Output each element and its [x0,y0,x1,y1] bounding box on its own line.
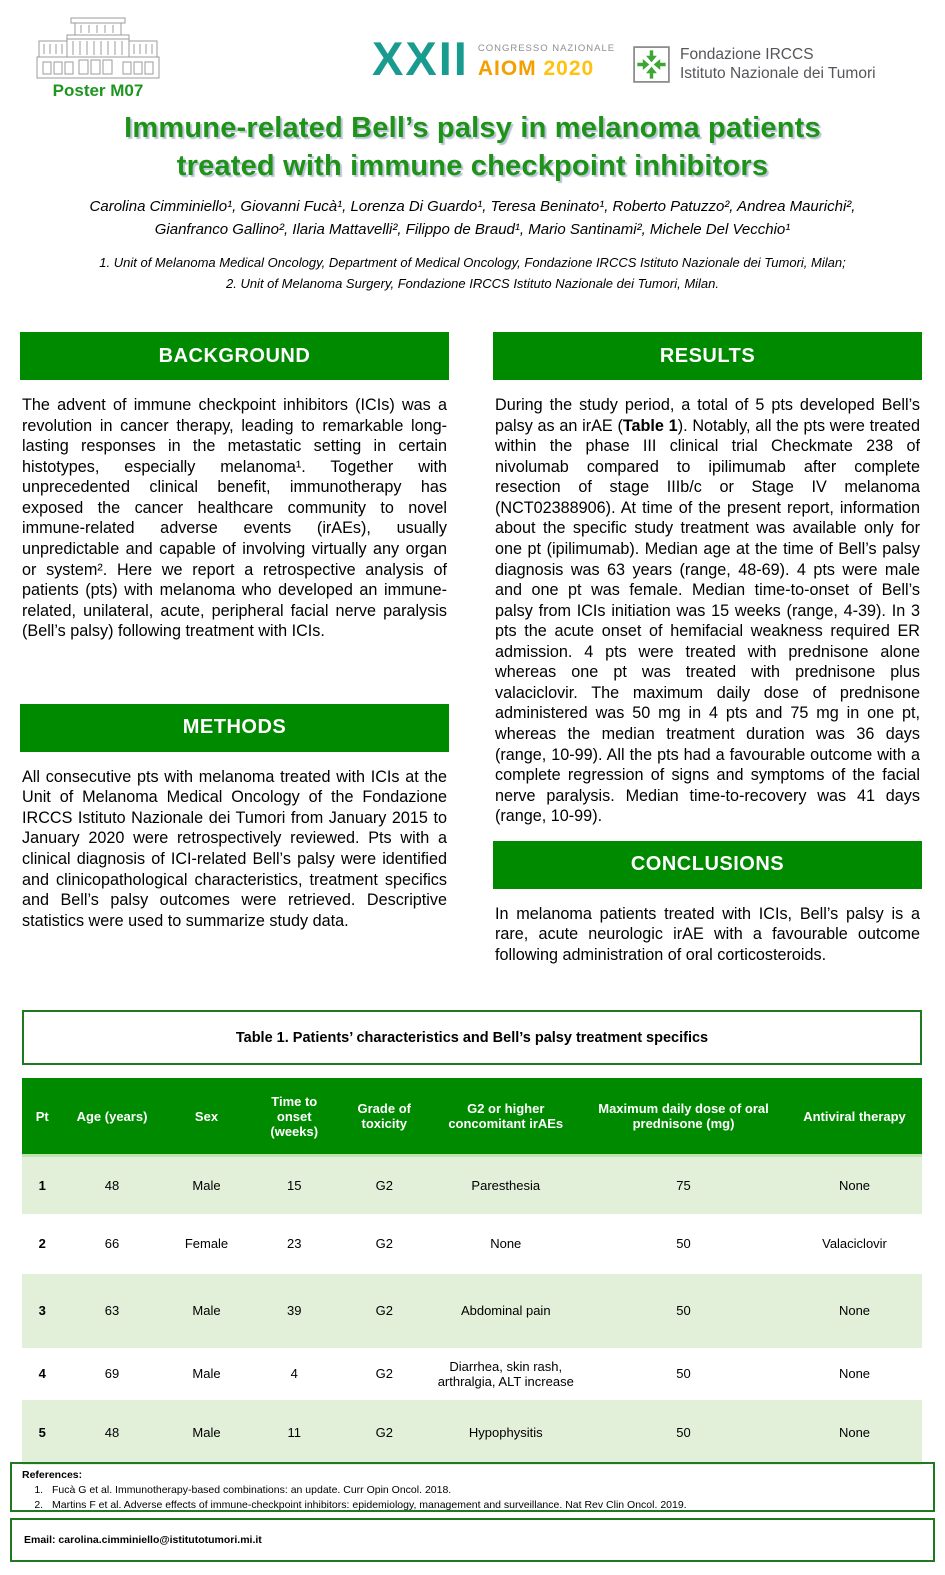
reference-item: 2. Martins F et al. Adverse effects of immune-checkpoint inhibitors: epidemiology, management and surveillance. Nat Rev Clin Oncol. 2019. [46,1498,923,1513]
table-cell: 50 [676,1366,691,1381]
results-text-segment: ). Notably, all the pts were treated within the phase III clinical trial Checkmate 238 of nivolumab compared to ipilimumab after complete resection of stage IIIb/c or Stage IV melanoma (NCT02388906). At time of the present report, information about the specific study treatment was available only for one pt (ipilimumab). Median age at the time of Bell’s palsy diagnosis was 63 years (range, 48-69). 4 pts were male and one pt was female. Median time-to-onset of Bell’s palsy from ICIs initiation was 15 weeks (range, 4-39). In 3 pts the acute onset of hemifacial weakness required ER admission. 4 pts were treated with prednisone alone whereas one pt was treated with prednisone plus valaciclovir. The maximum daily dose of prednisone administered was 50 mg in 4 pts and 75 mg in one pt, whereas the median treatment duration was 36 days (range, 10-99). All the pts had a favourable outcome with a complete regression of signs and symptoms of the facial nerve paralysis. Median time-to-recovery was 41 days (range, 10-99). [495,416,921,826]
table-cell: 66 [104,1236,120,1251]
methods-text: All consecutive pts with melanoma treated with ICIs at the Unit of Melanoma Medical Oncology of the Fondazione IRCCS Istituto Nazionale dei Tumori from January 2015 to January 2020 were retrospectively reviewed. Pts with a clinical diagnosis of ICI-related Bell’s palsy were identified and clinicopathological characteristics, treatment specifics and Bell’s palsy outcomes were retrieved. Descriptive statistics were used to summarize study data. [22,767,447,930]
table-cell: 2 [38,1236,46,1251]
table-cell: Paresthesia [471,1177,541,1193]
table-cell: 5 [38,1424,46,1440]
table-cell: G2 [375,1303,393,1318]
table-cell: 75 [676,1177,691,1193]
table-cell: Male [192,1177,221,1193]
results-heading: RESULTS [493,332,922,380]
table-cell: None [838,1424,871,1440]
table-cell: Male [192,1424,221,1440]
congress-text-block [478,38,615,81]
table-cell: 15 [287,1177,302,1193]
table-row [22,1273,922,1349]
body-columns [20,332,922,966]
table-header-row [22,1078,922,1156]
patients-table [22,1078,922,1465]
affiliation-1: 1. Unit of Melanoma Medical Oncology, Department of Medical Oncology, Fondazione IRCCS Istituto Nazionale dei Tumori, Milan; [99,255,846,270]
table-cell: 11 [287,1424,301,1440]
poster-title-line1: Immune-related Bell’s palsy in melanoma patients [124,112,821,144]
authors-line1: Carolina Cimminiello¹, Giovanni Fucà¹, Lorenza Di Guardo¹, Teresa Beninato¹, Roberto Patuzzo², Andrea Maurichi², [89,198,856,215]
table-row [22,1399,922,1465]
table-column-header: G2 or higher concomitant irAEs [432,1078,581,1156]
table-cell: Valaciclovir [822,1236,887,1251]
table-title: Table 1. Patients’ characteristics and Bell’s palsy treatment specifics [22,1010,922,1065]
left-column [20,332,449,966]
table-cell: 3 [38,1303,46,1318]
affiliations [40,253,905,295]
authors-line2: Gianfranco Gallino², Ilaria Mattavelli², Filippo de Braud¹, Mario Santinami², Michele Del Vecchio¹ [154,220,791,238]
references-heading: References: [22,1469,83,1481]
irccs-text-block [680,46,876,84]
table-column-header: Antiviral therapy [787,1078,922,1156]
congress-numeral: XXII [372,32,469,85]
affiliation-2: 2. Unit of Melanoma Surgery, Fondazione IRCCS Istituto Nazionale dei Tumori, Milan. [225,275,719,291]
background-text: The advent of immune checkpoint inhibitors (ICIs) was a revolution in cancer therapy, leading to remarkable long-lasting responses in the metastatic setting in certain histotypes, especially melanoma¹. Together with unprecedented clinical benefit, immunotherapy has exposed the cancer healthcare community to novel immune-related adverse events (irAEs), usually unpredictable and capable of involving virtually any organ or system². Here we report a retrospective analysis of patients (pts) with melanoma who developed an immune-related, unilateral, acute, peripheral facial nerve paralysis (Bell’s palsy) following treatment with ICIs. [22,396,447,641]
congress-year: 2020 [543,57,595,80]
poster-title [0,110,945,185]
contact-email: Email: carolina.cimminiello@istitutotumori.mi.it [24,1534,262,1546]
table-row [22,1156,922,1215]
table-cell: 23 [287,1236,302,1251]
poster-number-label: Poster M07 [52,81,144,100]
results-text-segment: During the study period, a total of 5 pts developed Bell’s palsy as an irAE ( [495,396,920,435]
table-cell: 1 [38,1177,46,1193]
reference-item: 1. Fucà G et al. Immunotherapy-based combinations: an update. Curr Opin Oncol. 2018. [46,1483,923,1498]
table-cell: Female [184,1236,229,1251]
table-cell: Male [192,1303,221,1318]
conclusions-heading: CONCLUSIONS [493,841,922,889]
table-cell: Diarrhea, skin rash, arthralgia, ALT increase [437,1358,574,1389]
table-column-header: Pt [22,1078,63,1156]
table-cell: None [838,1366,871,1381]
table-row [22,1349,922,1399]
table-cell: G2 [375,1366,393,1381]
table-cell: 4 [290,1366,298,1381]
table-column-header: Time to onset (weeks) [252,1078,338,1156]
table-column-header: Grade of toxicity [337,1078,432,1156]
table-cell: 48 [104,1177,120,1193]
table-cell: 50 [676,1303,691,1318]
table-cell: 39 [287,1303,302,1318]
table-cell: 69 [104,1366,120,1381]
table-cell: 48 [104,1424,120,1440]
table-cell: 63 [104,1303,120,1318]
poster-header [0,12,945,114]
table-cell: 50 [676,1424,691,1440]
methods-heading: METHODS [20,704,449,752]
conclusions-text: In melanoma patients treated with ICIs, Bell’s palsy is a rare, acute neurologic irAE with a favourable outcome following administration of oral corticosteroids. [495,904,920,964]
table-cell: None [838,1177,871,1193]
references-box [10,1462,935,1512]
building-icon [35,16,161,80]
email-box [10,1518,935,1562]
congress-subtitle: CONGRESSO NAZIONALE [477,43,616,54]
congress-org-year [478,57,615,81]
table-column-header: Sex [162,1078,252,1156]
table-cell: Male [192,1366,221,1381]
table-cell: None [490,1236,522,1251]
aiom-label: AIOM [477,57,537,80]
results-text [495,395,920,827]
table-cell: Abdominal pain [460,1303,551,1318]
authors-line [40,196,905,241]
right-column [493,332,922,966]
irccs-name-line1: Fondazione IRCCS [680,46,814,63]
table-cell: 50 [676,1236,691,1251]
aiom-congress-logo [372,32,616,85]
table-cell: G2 [375,1177,393,1193]
irccs-arrows-icon [633,46,670,83]
table-cell: G2 [375,1424,393,1440]
irccs-name-line2: Istituto Nazionale dei Tumori [680,64,876,82]
table-cell: Hypophysitis [468,1424,543,1440]
references-list [22,1483,923,1513]
poster-title-line2: treated with immune checkpoint inhibitors [176,149,769,182]
institute-building-logo [30,16,166,101]
background-heading: BACKGROUND [20,332,449,380]
table-cell: None [838,1303,871,1318]
table-cell: G2 [375,1236,393,1251]
irccs-logo [633,46,876,84]
table-cell: 4 [38,1366,46,1381]
table-row [22,1215,922,1273]
table-column-header: Age (years) [63,1078,162,1156]
results-text-segment: Table 1 [622,416,678,435]
table-column-header: Maximum daily dose of oral prednisone (mg) [580,1078,787,1156]
